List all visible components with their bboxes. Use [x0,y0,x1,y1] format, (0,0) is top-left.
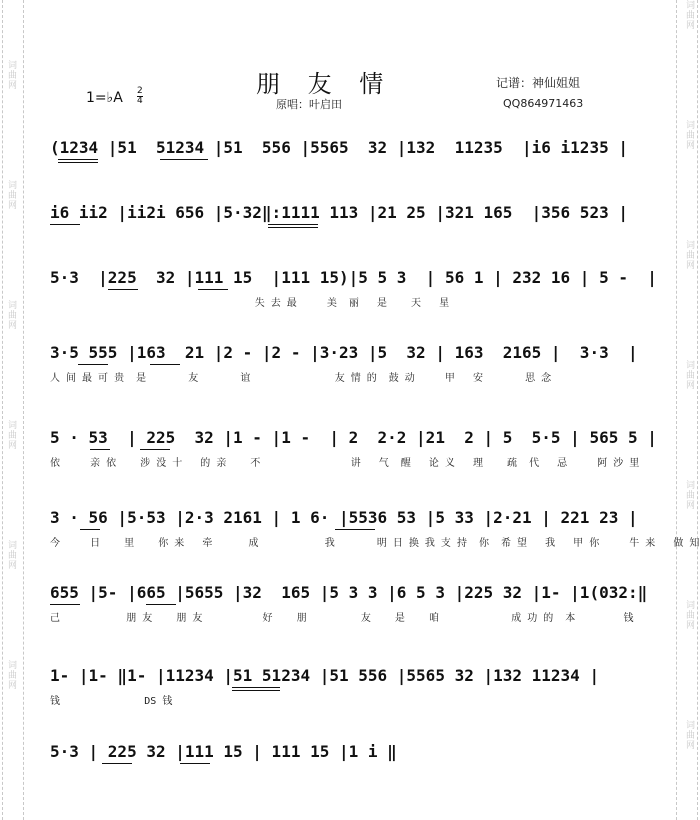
watermark-text: 词曲网 [684,600,694,630]
score-row-8 [50,666,650,714]
watermark-text: 词曲网 [684,480,694,510]
lyrics-line: 己 朋 友 朋 友 好 朋 友 是 咱 成 功 的 本 钱 [50,613,634,624]
notes-line: (1234 |51 51234 |51 556 |5565 32 |132 11235 |i6 i1235 | [50,138,628,157]
meter-top: 2 [137,86,143,96]
notation-credit: 记谱：神仙姐姐 [496,76,581,90]
notes-line: 655 |5- |665 |5655 |32 165 |5 3 3 |6 5 3 |225 32 |1- |1(032:‖ [50,583,648,602]
score-row-7 [50,583,650,631]
watermark-text: 词曲网 [6,180,16,210]
time-signature [137,87,143,106]
key-signature: 1=♭A [86,90,123,106]
notes-line: 5·3 | 225 32 |111 15 | 111 15 |1 i ‖ [50,742,397,761]
score-row-2 [50,203,650,251]
notes-line: i6 ii2 |ii2i 656 |5·32‖:1111 113 |21 25 |321 165 |356 523 | [50,203,628,222]
notes-line: 1- |1- ‖1- |11234 |51 51234 |51 556 |5565 32 |132 11234 | [50,666,600,685]
watermark-text: 词曲网 [684,120,694,150]
score-row-4 [50,343,650,391]
notes-line: 5·3 |225 32 |111 15 |111 15)|5 5 3 | 56 1 | 232 16 | 5 - | [50,268,657,287]
watermark-text: 词曲网 [684,240,694,270]
meter-bottom: 4 [137,96,143,106]
score-row-1 [50,138,650,186]
score-row-5 [50,428,657,476]
lyrics-line: 失 去 最 美 丽 是 天 星 [50,298,450,309]
score-row-9 [50,742,650,790]
notes-line: 3 · 56 |5·53 |2·3 2161 | 1 6· |5536 53 |5 33 |2·21 | 221 23 | [50,508,638,527]
score-row-6 [50,508,700,556]
watermark-text: 词曲网 [684,0,694,30]
watermark-text: 词曲网 [6,540,16,570]
watermark-text: 词曲网 [6,300,16,330]
score-row-3 [50,268,657,316]
watermark-text: 词曲网 [684,720,694,750]
notes-line: 3·5 555 |163 21 |2 - |2 - |3·23 |5 32 | 163 2165 | 3·3 | [50,343,638,362]
watermark-text: 词曲网 [6,420,16,450]
lyrics-line: 今 日 里 你 来 牵 成 我 明 日 换 我 支 持 你 希 望 我 甲 你 牛 来 做 知 [50,538,700,549]
left-watermark-strip [2,0,24,820]
singer-credit: 原唱：叶启田 [276,98,342,111]
watermark-text: 词曲网 [684,360,694,390]
lyrics-line: 依 亲 依 涉 没 十 的 亲 不 讲 气 醒 论 义 理 疏 代 忌 阿 沙 里 [50,458,640,469]
lyrics-line: 钱 DS 钱 [50,696,173,707]
notes-line: 5 · 53 | 225 32 |1 - |1 - | 2 2·2 |21 2 | 5 5·5 | 565 5 | [50,428,657,447]
watermark-text: 词曲网 [6,660,16,690]
lyrics-line: 人 间 最 可 贵 是 友 谊 友 情 的 鼓 动 甲 安 思 念 [50,373,552,384]
qq-number: QQ864971463 [503,97,584,110]
watermark-text: 词曲网 [6,60,16,90]
song-title: 朋 友 情 [256,70,394,98]
